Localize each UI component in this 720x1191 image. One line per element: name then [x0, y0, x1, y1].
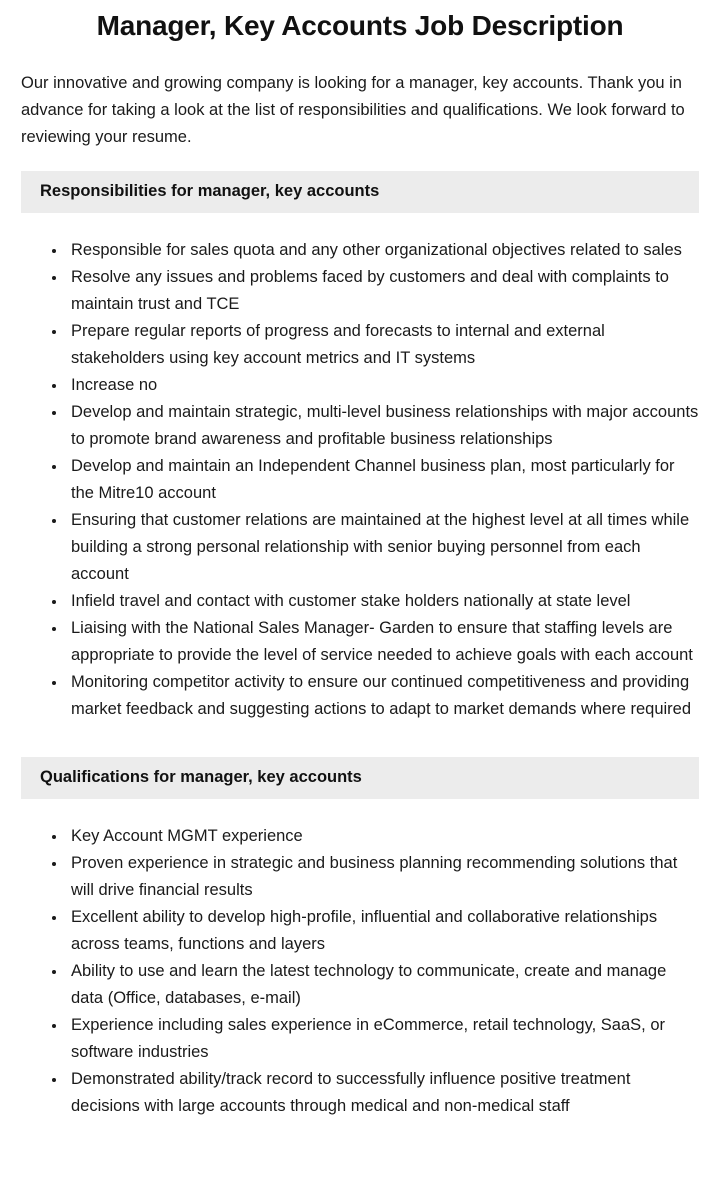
section-header-responsibilities: Responsibilities for manager, key accounts — [21, 171, 699, 213]
list-item: • Liaising with the National Sales Manager- Garden to ensure that staffing levels are appropriate to provide the level of service needed to achieve goals with each account — [67, 615, 699, 669]
list-item: • Ability to use and learn the latest technology to communicate, create and manage data (Office, databases, e-mail) — [67, 958, 699, 1012]
list-item: • Develop and maintain strategic, multi-level business relationships with major accounts to promote brand awareness and profitable business relationships — [67, 399, 699, 453]
list-item: • Infield travel and contact with customer stake holders nationally at state level — [67, 588, 699, 615]
list-item: • Ensuring that customer relations are maintained at the highest level at all times while building a strong personal relationship with senior buying personnel from each account — [67, 507, 699, 588]
list-item: • Increase no — [67, 372, 699, 399]
list-item: • Prepare regular reports of progress and forecasts to internal and external stakeholders using key account metrics and IT systems — [67, 318, 699, 372]
list-item: • Demonstrated ability/track record to successfully influence positive treatment decisions with large accounts through medical and non-medical staff — [67, 1066, 699, 1120]
list-item: • Key Account MGMT experience — [67, 823, 699, 850]
intro-paragraph: Our innovative and growing company is looking for a manager, key accounts. Thank you in advance for taking a look at the list of responsibilities and qualifications. We look forward to reviewing your resume. — [21, 74, 685, 146]
list-item: • Proven experience in strategic and business planning recommending solutions that will drive financial results — [67, 850, 699, 904]
list-item: • Develop and maintain an Independent Channel business plan, most particularly for the Mitre10 account — [67, 453, 699, 507]
list-item: • Responsible for sales quota and any other organizational objectives related to sales — [67, 237, 699, 264]
list-item: • Excellent ability to develop high-profile, influential and collaborative relationships across teams, functions and layers — [67, 904, 699, 958]
responsibilities-list — [21, 237, 699, 723]
page-title: Manager, Key Accounts Job Description — [96, 10, 624, 41]
list-item: • Experience including sales experience in eCommerce, retail technology, SaaS, or software industries — [67, 1012, 699, 1066]
qualifications-list — [21, 823, 699, 1120]
list-item: • Resolve any issues and problems faced by customers and deal with complaints to maintain trust and TCE — [67, 264, 699, 318]
section-header-qualifications: Qualifications for manager, key accounts — [21, 757, 699, 799]
list-item: • Monitoring competitor activity to ensure our continued competitiveness and providing market feedback and suggesting actions to adapt to market demands where required — [67, 669, 699, 723]
